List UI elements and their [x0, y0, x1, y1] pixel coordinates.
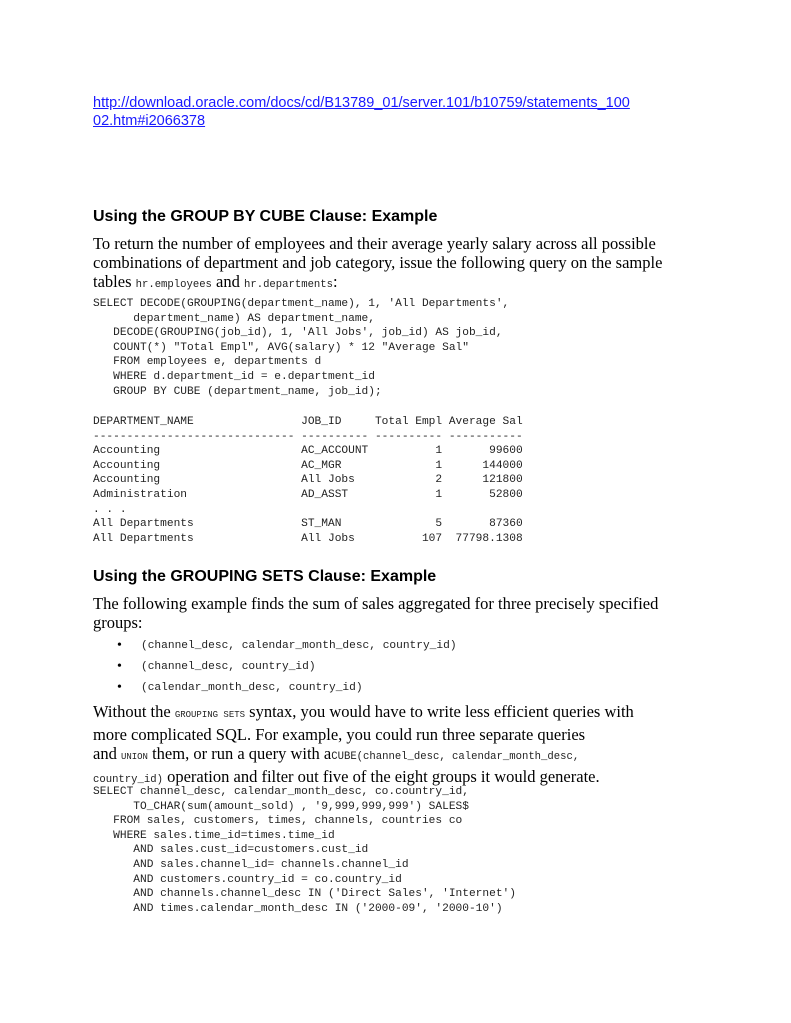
- list-item-code: (channel_desc, calendar_month_desc, country_id): [141, 640, 457, 652]
- bullet-icon: •: [117, 680, 122, 695]
- intro-text: tables: [93, 272, 136, 291]
- explanation-line-3: [93, 744, 703, 767]
- gs-intro-line-1: The following example finds the sum of sales aggregated for three precisely specified: [93, 594, 659, 613]
- intro-line-3: [93, 272, 703, 295]
- cube-query-code-block: SELECT DECODE(GROUPING(department_name), 1, 'All Departments', department_name) AS department_name, DECODE(GROUPING(job_id), 1, 'All Jobs', job_id) AS job_id, COUNT(*) "Total Empl", AVG(salary) * 12 "Average Sal" FROM employees e, departments d WHERE d.department_id = e.department_id GROUP BY CUBE (department_name, job_id);: [93, 298, 510, 398]
- cube-result-table: DEPARTMENT_NAME JOB_ID Total Empl Average Sal ------------------------------ ---------- ---------- ----------- Accounting AC_ACCOUNT 1 99600 Accounting AC_MGR 1 144000 Accounting All Jobs 2 121800 Administration AD_ASST 1 52800 . . . All Departments ST_MAN 5 87360 All Departments All Jobs 107 77798.1308: [93, 416, 523, 545]
- intro-text: :: [333, 272, 338, 291]
- grouping-sets-intro: [93, 594, 703, 632]
- grouping-sets-query-code-block: SELECT channel_desc, calendar_month_desc, co.country_id, TO_CHAR(sum(amount_sold) , '9,999,999,999') SALES$ FROM sales, customers, times, channels, countries co WHERE sales.time_id=times.time_id AND sales.cust_id=customers.cust_id AND sales.channel_id= channels.channel_id AND customers.country_id = co.country_id AND channels.channel_desc IN ('Direct Sales', 'Internet') AND times.calendar_month_desc IN ('2000-09', '2000-10'): [93, 786, 516, 915]
- list-item: [93, 637, 693, 658]
- list-item-code: (channel_desc, country_id): [141, 661, 316, 673]
- list-item: [93, 679, 693, 700]
- explanation-text: them, or run a query with a: [147, 744, 332, 763]
- explanation-text: Without the: [93, 702, 175, 721]
- inline-code-departments: hr.departments: [244, 279, 334, 291]
- explanation-line-2: more complicated SQL. For example, you could run three separate queries: [93, 725, 586, 744]
- inline-code-cube: CUBE(channel_desc, calendar_month_desc,: [331, 751, 580, 763]
- inline-code-country-id: country_id): [93, 774, 163, 786]
- intro-line-1: To return the number of employees and their average yearly salary across all possible: [93, 234, 656, 253]
- intro-text: and: [211, 272, 244, 291]
- oracle-docs-link[interactable]: [93, 94, 703, 130]
- explanation-line-1: [93, 702, 703, 725]
- list-item-code: (calendar_month_desc, country_id): [141, 682, 363, 694]
- inline-code-employees: hr.employees: [135, 279, 212, 291]
- gs-intro-line-2: groups:: [93, 613, 143, 632]
- group-by-cube-intro: [93, 234, 703, 295]
- explanation-text: syntax, you would have to write less efficient queries with: [245, 702, 634, 721]
- link-line-1[interactable]: http://download.oracle.com/docs/cd/B13789_01/server.101/b10759/statements_100: [93, 95, 630, 111]
- intro-line-2: combinations of department and job category, issue the following query on the sample: [93, 253, 663, 272]
- list-item: [93, 658, 693, 679]
- inline-code-grouping-sets: GROUPING SETS: [174, 710, 246, 720]
- group-by-cube-heading: Using the GROUP BY CUBE Clause: Example: [93, 208, 438, 225]
- inline-code-union: UNION: [120, 752, 148, 762]
- bullet-icon: •: [117, 659, 122, 674]
- explanation-text: operation and filter out five of the eight groups it would generate.: [162, 767, 600, 786]
- grouping-sets-heading: Using the GROUPING SETS Clause: Example: [93, 568, 437, 585]
- grouping-sets-explanation: [93, 702, 703, 790]
- bullet-icon: •: [117, 638, 122, 653]
- link-line-2[interactable]: 02.htm#i2066378: [93, 113, 206, 129]
- grouping-sets-list: [93, 637, 693, 700]
- explanation-text: and: [93, 744, 121, 763]
